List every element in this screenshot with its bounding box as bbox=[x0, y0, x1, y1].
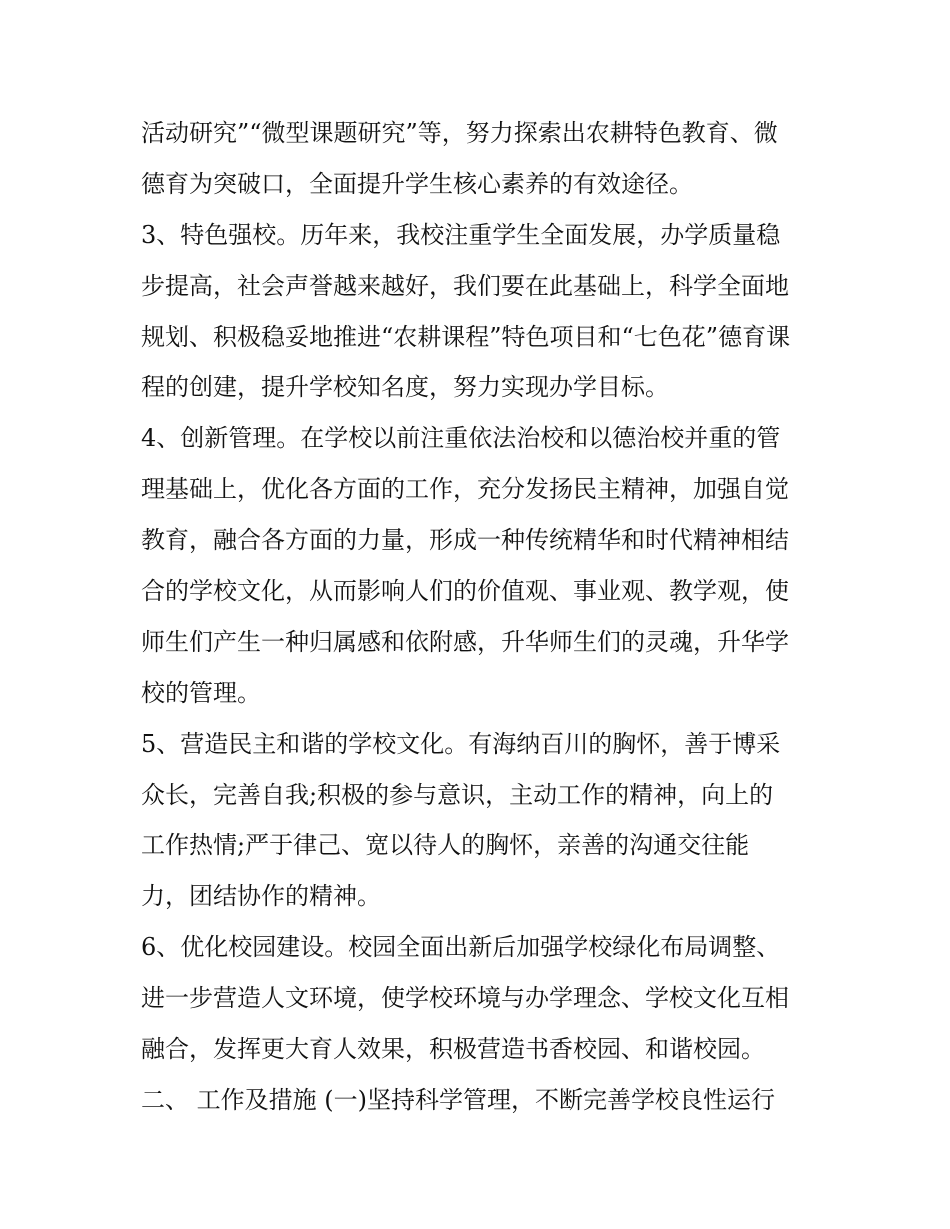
text-line: 融合，发挥更大育人效果，积极营造书香校园、和谐校园。 bbox=[141, 1035, 765, 1064]
text-line: 规划、积极稳妥地推进“农耕课程”特色项目和“七色花”德育课 bbox=[141, 322, 791, 351]
text-line: 6、优化校园建设。校园全面出新后加强学校绿化布局调整、 bbox=[141, 933, 781, 962]
text-line: 合的学校文化，从而影响人们的价值观、事业观、教学观，使 bbox=[141, 577, 789, 606]
text-line: 力，团结协作的精神。 bbox=[141, 882, 381, 911]
text-line: 德育为突破口，全面提升学生核心素养的有效途径。 bbox=[141, 169, 693, 198]
text-line: 校的管理。 bbox=[141, 678, 261, 707]
text-line: 众长，完善自我;积极的参与意识，主动工作的精神，向上的 bbox=[141, 780, 774, 809]
text-line: 工作热情;严于律己、宽以待人的胸怀，亲善的沟通交往能 bbox=[141, 831, 750, 860]
text-line: 5、营造民主和谐的学校文化。有海纳百川的胸怀，善于博采 bbox=[141, 729, 781, 758]
text-line: 理基础上，优化各方面的工作，充分发扬民主精神，加强自觉 bbox=[141, 475, 789, 504]
text-line: 进一步营造人文环境，使学校环境与办学理念、学校文化互相 bbox=[141, 984, 789, 1013]
text-line: 二、 工作及措施 (一)坚持科学管理，不断完善学校良性运行 bbox=[141, 1085, 775, 1114]
text-line: 3、特色强校。历年来，我校注重学生全面发展，办学质量稳 bbox=[141, 220, 781, 249]
text-line: 活动研究”“微型课题研究”等，努力探索出农耕特色教育、微 bbox=[141, 119, 778, 147]
text-line: 4、创新管理。在学校以前注重依法治校和以德治校并重的管 bbox=[141, 424, 781, 453]
text-line: 程的创建，提升学校知名度，努力实现办学目标。 bbox=[141, 373, 669, 402]
text-line: 教育，融合各方面的力量，形成一种传统精华和时代精神相结 bbox=[141, 526, 789, 555]
document-body-text bbox=[141, 108, 821, 1126]
text-line: 师生们产生一种归属感和依附感，升华师生们的灵魂，升华学 bbox=[141, 627, 789, 656]
text-line: 步提高，社会声誉越来越好，我们要在此基础上，科学全面地 bbox=[141, 271, 789, 300]
